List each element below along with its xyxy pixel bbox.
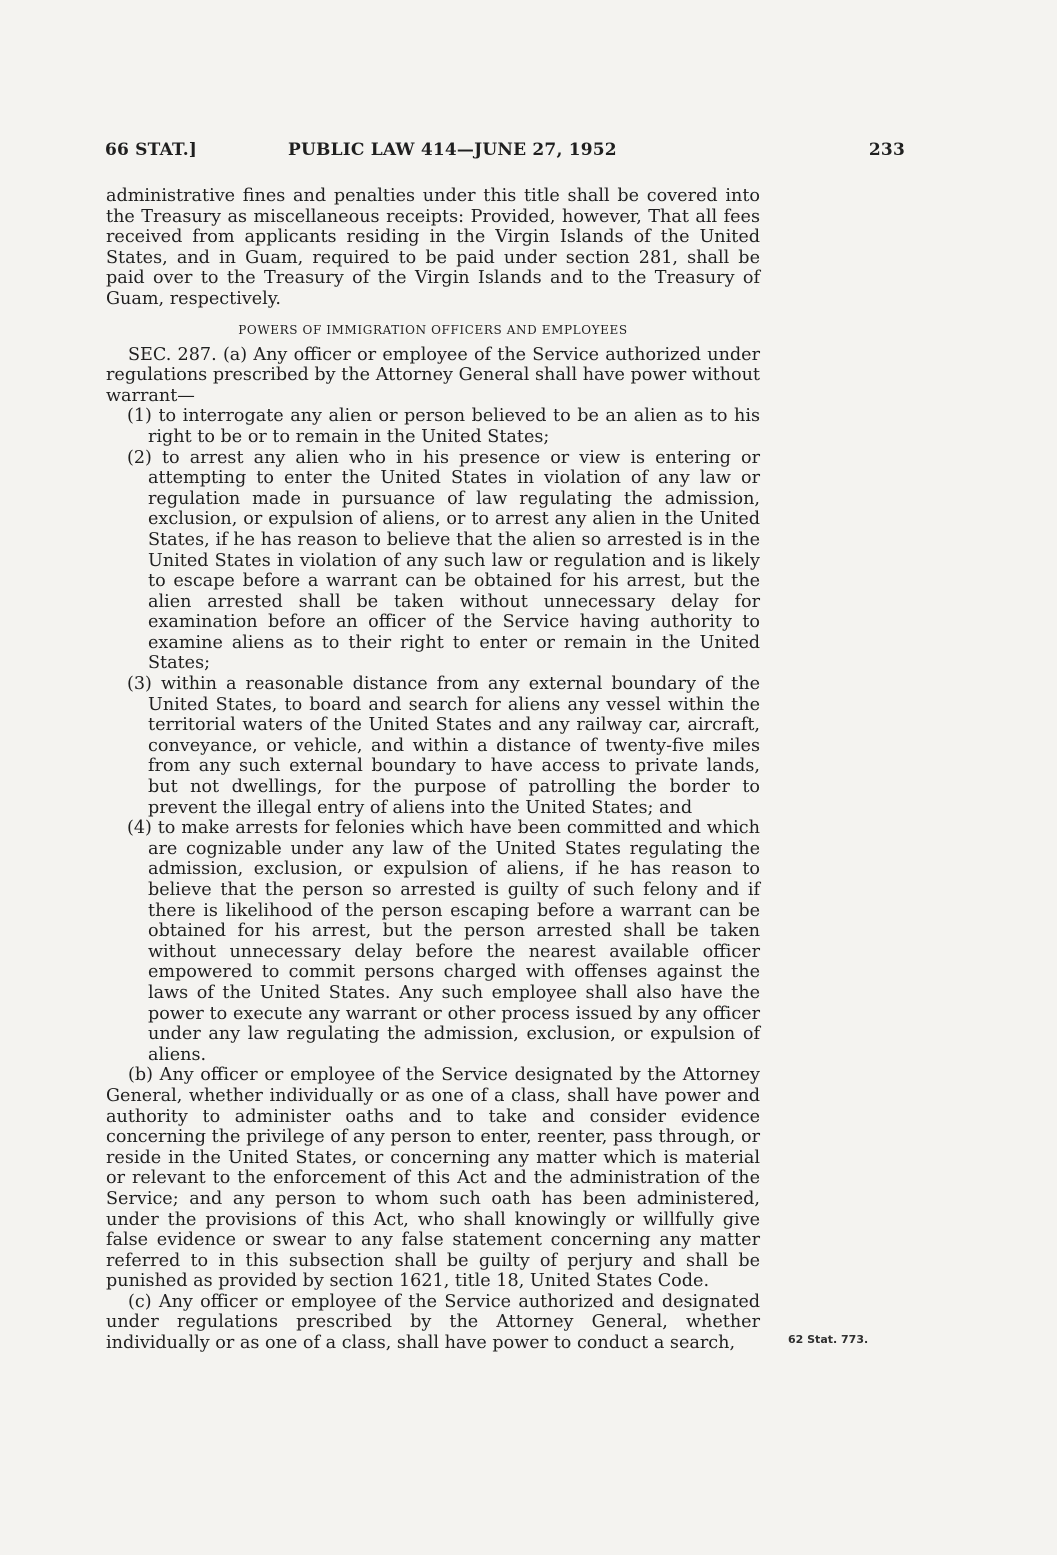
paragraph-b: (b) Any officer or employee of the Service designated by the Attorney General, whether individually or as one of a class, shall have power and authority to administer oaths and to take and consider evidence concerning the privilege of any person to enter, reenter, pass through, or reside in the United States, or concerning any matter which is material or relevant to the enforcement of this Act and the administration of the Service; and any person to whom such oath has been administered, under the provisions of this Act, who shall knowingly or willfully give false evidence or swear to any false statement concerning any matter referred to in this subsection shall be guilty of perjury and shall be punished as provided by section 1621, title 18, United States Code. [106,1065,760,1292]
item-2: (2) to arrest any alien who in his presence or view is entering or attempting to enter the United States in violation of any law or regulation made in pursuance of law regulating the admission, exclusion, or expulsion of aliens, or to arrest any alien in the United States, if he has reason to believe that the alien so arrested is in the United States in violation of any such law or regulation and is likely to escape before a warrant can be obtained for his arrest, but the alien arrested shall be taken without unnecessary delay for examination before an officer of the Service having authority to examine aliens as to their right to enter or remain in the United States; [127,447,760,674]
item-4: (4) to make arrests for felonies which have been committed and which are cognizable under any law of the United States regulating the admission, exclusion, or expulsion of aliens, if he has reason to believe that the person so arrested is guilty of such felony and if there is likelihood of the person escaping before a warrant can be obtained for his arrest, but the person arrested shall be taken without unnecessary delay before the nearest available officer empowered to commit persons charged with offenses against the laws of the United States. Any such employee shall also have the power to execute any warrant or other process issued by any officer under any law regulating the admission, exclusion, or expulsion of aliens. [127,818,760,1065]
law-title: PUBLIC LAW 414—JUNE 27, 1952 [288,140,617,160]
item-1: (1) to interrogate any alien or person believed to be an alien as to his right to be or to remain in the United States; [127,406,760,447]
intro-paragraph: administrative fines and penalties under this title shall be covered into the Treasury as miscellaneous receipts: Provided, however, That all fees received from applicants residing in the Virgin Islands of the United States, and in Guam, required to be paid under section 281, shall be paid over to the Treasury of the Virgin Islands and to the Treasury of Guam, respectively. [106,186,760,309]
item-3: (3) within a reasonable distance from any external boundary of the United States, to board and search for aliens any vessel within the territorial waters of the United States and any railway car, aircraft, conveyance, or vehicle, and within a distance of twenty-five miles from any such external boundary to have access to private lands, but not dwellings, for the purpose of patrolling the border to prevent the illegal entry of aliens into the United States; and [127,674,760,818]
section-heading: POWERS OF IMMIGRATION OFFICERS AND EMPLOYEES [238,322,628,337]
document-body [106,186,760,1354]
section-label: SEC. 287. [128,344,217,365]
page-number: 233 [868,140,905,160]
statute-reference: 66 STAT.] [105,140,198,160]
section-287-intro [106,345,760,407]
page-header [105,140,905,164]
paragraph-c: (c) Any officer or employee of the Service authorized and designated under regulations prescribed by the Attorney General, whether individually or as one of a class, shall have power to conduct a search, [106,1291,760,1354]
marginal-citation: 62 Stat. 773. [788,1333,869,1346]
section-intro-text: (a) Any officer or employee of the Service authorized under regulations prescribed by the Attorney General shall have power without warrant— [106,344,760,406]
